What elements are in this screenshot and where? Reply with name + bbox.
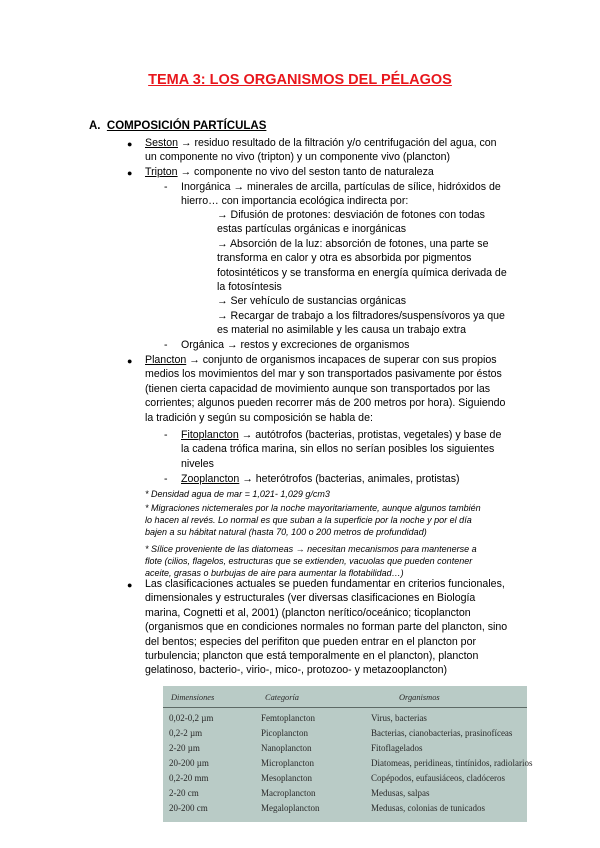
cell-organisms: Medusas, salpas <box>371 788 430 798</box>
effect-3: → Ser vehículo de sustancias orgánicas <box>217 295 407 308</box>
cell-category: Megaloplancton <box>261 803 320 813</box>
zooplancton-term: Zooplancton <box>181 473 240 485</box>
effect-2-line1: → Absorción de la luz: absorción de fotones, una parte se <box>217 237 489 250</box>
effect-4-line1: → Recargar de trabajo a los filtradores/suspensívoros ya que <box>217 309 505 322</box>
plancton-line3: (tienen cierta capacidad de movimiento aunque son transportados por las <box>145 382 491 395</box>
plancton-term: Plancton <box>145 354 187 366</box>
cell-dimension: 2-20 cm <box>169 788 199 798</box>
tripton-rest: → componente no vivo del seston tanto de naturaleza <box>177 166 434 178</box>
page-title: TEMA 3: LOS ORGANISMOS DEL PÉLAGOS <box>148 72 452 88</box>
table-row <box>163 728 527 741</box>
seston-term: Seston <box>145 137 178 149</box>
effects-list <box>217 208 535 338</box>
cell-organisms: Fitoflagelados <box>371 743 423 753</box>
section-letter: A. <box>89 120 101 132</box>
note-silice <box>145 543 540 580</box>
fitoplancton-line3: niveles <box>181 457 214 470</box>
organica-line: Orgánica → restos y excreciones de organismos <box>181 339 410 351</box>
cell-category: Macroplancton <box>261 788 316 798</box>
section-a-heading <box>89 120 266 132</box>
cell-category: Microplancton <box>261 758 314 768</box>
fitoplancton-term: Fitoplancton <box>181 429 239 441</box>
table-row <box>163 788 527 801</box>
clasif-line4: (organismos que en condiciones normales no forman parte del plancton, sino <box>145 621 508 634</box>
fitoplancton-line2: la cadena trófica marina, sin ellos no serían posibles los siguientes <box>181 443 495 456</box>
cell-organisms: Medusas, colonias de tunicados <box>371 803 485 813</box>
header-categoria: Categoría <box>265 693 299 702</box>
clasif-line6: turbulencia; plancton que está temporalmente en el plancton), plancton <box>145 650 479 663</box>
cell-category: Picoplancton <box>261 728 308 738</box>
table-header <box>163 689 527 708</box>
bullet-icon: ● <box>127 356 133 366</box>
zooplancton-paragraph <box>181 472 535 486</box>
plancton-line4: corrientes; algunos pueden recorrer más de 200 metros por hora). Siguiendo <box>145 397 506 410</box>
dash-icon: - <box>164 181 168 193</box>
cell-organisms: Bacterias, cianobacterias, prasinofíceas <box>371 728 513 738</box>
effect-2-line3: fotosintéticos y se transforma en energía química derivada de <box>217 266 507 279</box>
cell-category: Femtoplancton <box>261 713 315 723</box>
header-dimensiones: Dimensiones <box>171 693 215 702</box>
table-row <box>163 713 527 726</box>
dash-icon: - <box>164 339 168 351</box>
note-silice-line2: flote (cilios, flagelos, estructuras que se extienden, vacuolas que pueden contener <box>145 556 473 567</box>
seston-paragraph <box>145 136 535 165</box>
cell-organisms: Diatomeas, peridineas, tintínidos, radiolarios <box>371 758 533 768</box>
clasif-line2: dimensionales y estructurales (ver diversas clasificaciones en Biología <box>145 592 476 605</box>
note-silice-line1: * Sílice proveniente de las diatomeas → necesitan mecanismos para mantenerse a <box>145 544 477 554</box>
tripton-paragraph <box>145 165 535 179</box>
cell-dimension: 20-200 µm <box>169 758 209 768</box>
seston-line1: → residuo resultado de la filtración y/o centrifugación del agua, con <box>177 137 497 149</box>
inorganica-paragraph <box>181 180 535 209</box>
tripton-term: Tripton <box>145 166 178 178</box>
dash-icon: - <box>164 429 168 441</box>
cell-dimension: 20-200 cm <box>169 803 208 813</box>
cell-category: Nanoplancton <box>261 743 312 753</box>
cell-dimension: 0,2-2 µm <box>169 728 203 738</box>
bullet-icon: ● <box>127 580 133 590</box>
effect-2-line4: la fotosíntesis <box>217 281 282 294</box>
effect-1-line1: → Difusión de protones: desviación de fotones con todas <box>217 209 485 221</box>
clasif-line1: Las clasificaciones actuales se pueden fundamentar en criterios funcionales, <box>145 578 505 590</box>
zooplancton-rest: → heterótrofos (bacterias, animales, protistas) <box>239 473 460 485</box>
bullet-icon: ● <box>127 168 133 178</box>
note-migrations-line1: * Migraciones nictemerales por la noche mayoritariamente, aunque algunos también <box>145 503 481 513</box>
effect-1-line2: estas partículas orgánicas e inorgánicas <box>217 223 407 236</box>
cell-organisms: Virus, bacterias <box>371 713 427 723</box>
note-silice-line3: aceite, grasas o burbujas de aire para aumentar la flotabilidad…) <box>145 568 404 579</box>
plancton-line2: medios los movimientos del mar y son transportados pasivamente por éstos <box>145 368 502 381</box>
plancton-line5: la tradición y según su composición se habla de: <box>145 411 373 424</box>
inorganica-line2: hierro… con importancia ecológica indirecta por: <box>181 195 409 208</box>
header-organismos: Organismos <box>399 693 440 702</box>
table-row <box>163 803 527 816</box>
clasif-line7: gelatinoso, bacterio-, virio-, mico-, protozoo- y metazooplancton) <box>145 664 448 677</box>
cell-dimension: 0,2-20 mm <box>169 773 209 783</box>
plancton-paragraph <box>145 353 535 425</box>
dash-icon: - <box>164 473 168 485</box>
inorganica-line1: Inorgánica → minerales de arcilla, partículas de sílice, hidróxidos de <box>181 181 501 193</box>
bullet-icon: ● <box>127 139 133 149</box>
cell-organisms: Copépodos, eufausiáceos, cladóceros <box>371 773 505 783</box>
clasificaciones-paragraph <box>145 577 535 678</box>
cell-dimension: 0,02-0,2 µm <box>169 713 214 723</box>
clasif-line3: marina, Cognetti et al, 2001) (plancton nerítico/oceánico; ticoplancton <box>145 606 471 619</box>
table-row <box>163 743 527 756</box>
fitoplancton-paragraph <box>181 428 535 471</box>
cell-dimension: 2-20 µm <box>169 743 200 753</box>
section-title: COMPOSICIÓN PARTÍCULAS <box>106 120 267 132</box>
note-density: * Densidad agua de mar = 1,021- 1,029 g/cm3 <box>145 489 330 499</box>
plancton-line1: → conjunto de organismos incapaces de superar con sus propios <box>186 354 497 366</box>
table-row <box>163 758 533 771</box>
effect-2-line2: transforma en calor y otra es absorbida por pigmentos <box>217 252 472 265</box>
effect-4-line2: es material no asimilable y les causa un trabajo extra <box>217 324 467 337</box>
plankton-size-table <box>163 686 533 822</box>
cell-category: Mesoplancton <box>261 773 312 783</box>
fitoplancton-line1: → autótrofos (bacterias, protistas, vegetales) y base de <box>238 429 502 441</box>
note-migrations-line3: bajen a su hábitat natural (hasta 70, 100 o 200 metros de profundidad) <box>145 527 427 538</box>
note-migrations <box>145 502 540 539</box>
table-row <box>163 773 527 786</box>
clasif-line5: del bentos; especies del perifiton que pueden entrar en el plancton por <box>145 635 476 648</box>
note-migrations-line2: lo hacen al revés. Lo normal es que suban a la superficie por la noche y por el día <box>145 515 472 526</box>
seston-line2: un componente no vivo (tripton) y un componente vivo (plancton) <box>145 151 451 164</box>
